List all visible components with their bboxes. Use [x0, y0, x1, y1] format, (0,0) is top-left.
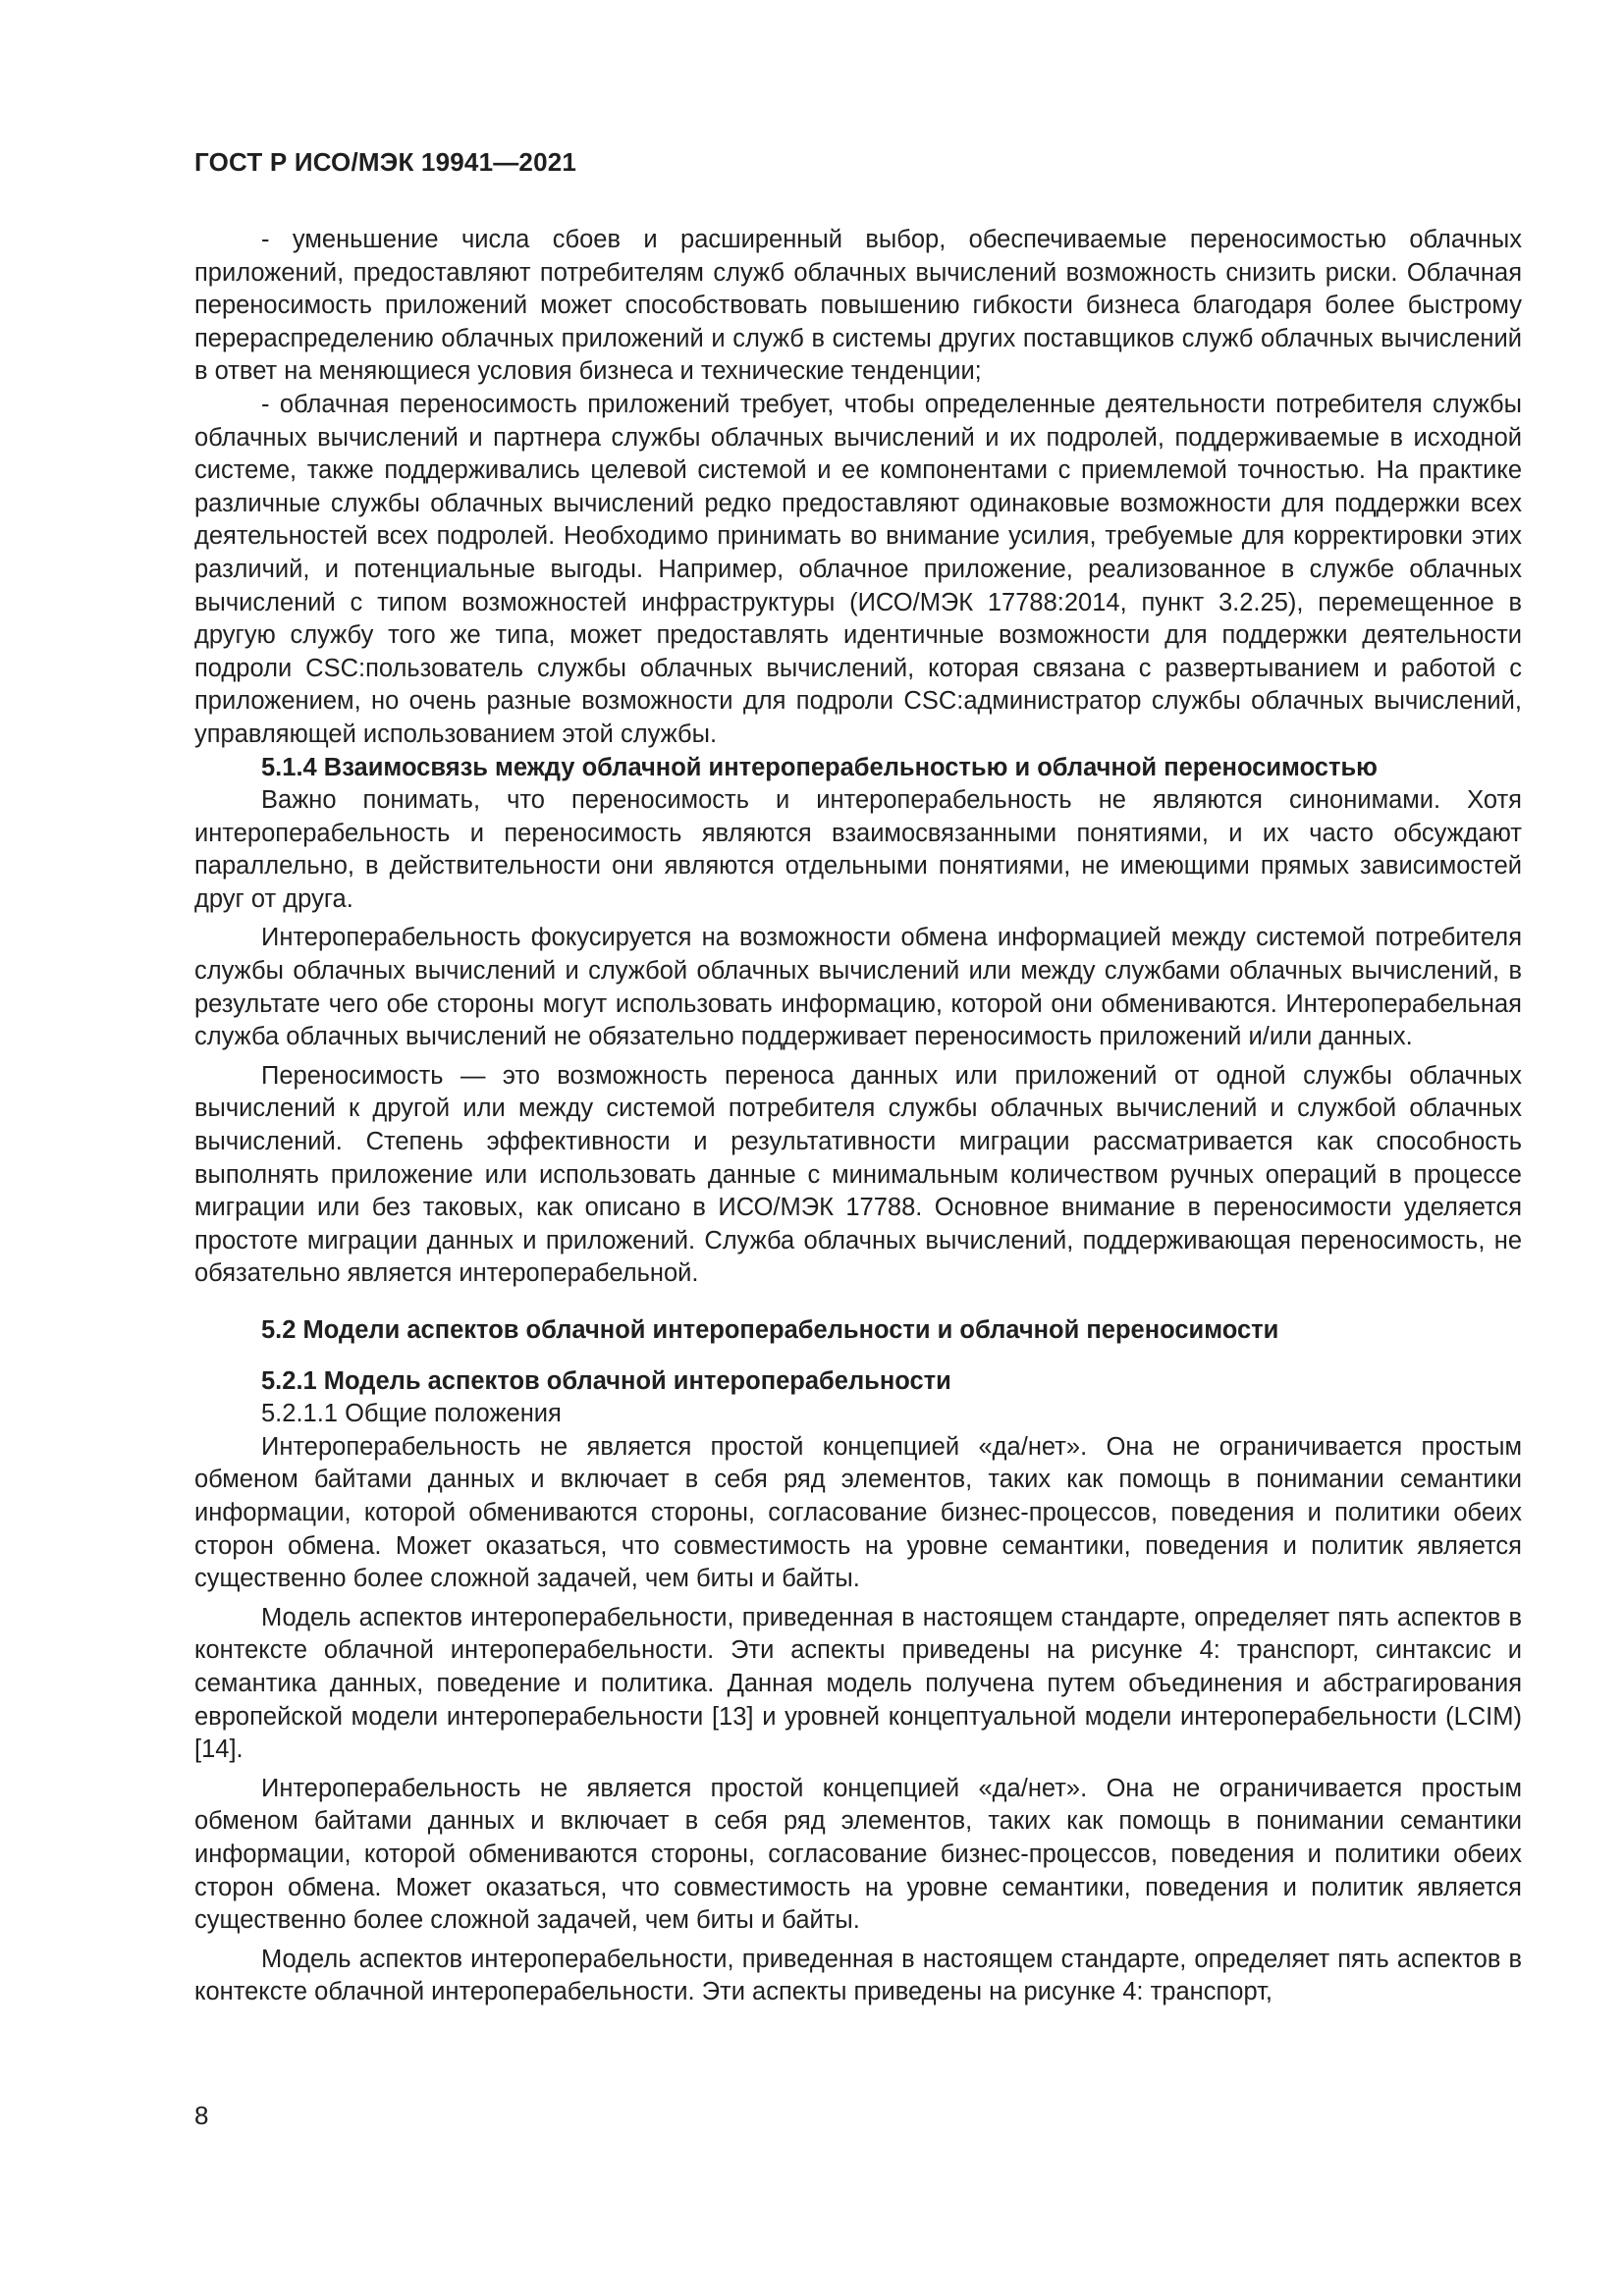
body-paragraph: Интероперабельность не является простой концепцией «да/нет». Она не ограничивается простым обменом байтами данных и включает в себя ряд элементов, таких как помощь в понимании семантики информации, которой обмениваются стороны, согласование бизнес-процессов, поведения и политики обеих сторон обмена. Может оказаться, что совместимость на уровне семантики, поведения и политик является существенно более сложной задачей, чем биты и байты. — [194, 1774, 1522, 1935]
subsection-heading-5-2-1-1: 5.2.1.1 Общие положения — [261, 1400, 562, 1428]
document-body — [194, 224, 1522, 2009]
document-header: ГОСТ Р ИСО/МЭК 19941—2021 — [194, 147, 577, 177]
section-heading-5-1-4: 5.1.4 Взаимосвязь между облачной интероперабельностью и облачной переносимостью — [261, 753, 1378, 781]
section-heading-5-2: 5.2 Модели аспектов облачной интероперабельности и облачной переносимости — [261, 1316, 1279, 1344]
page-number: 8 — [194, 2101, 209, 2130]
body-paragraph: Важно понимать, что переносимость и интероперабельность не являются синонимами. Хотя интероперабельность и переносимость являются взаимосвязанными понятиями, и их часто обсуждают параллельно, в действительности они являются отдельными понятиями, не имеющими прямых зависимостей друг от друга. — [194, 786, 1522, 913]
list-item-paragraph: - облачная переносимость приложений требует, чтобы определенные деятельности потребителя службы облачных вычислений и партнера службы облачных вычислений и их подролей, поддерживаемые в исходной системе, также поддерживались целевой системой и ее компонентами с приемлемой точностью. На практике различные службы облачных вычислений редко предоставляют одинаковые возможности для поддержки всех деятельностей всех подролей. Необходимо принимать во внимание усилия, требуемые для корректировки этих различий, и потенциальные выгоды. Например, облачное приложение, реализованное в службе облачных вычислений с типом возможностей инфраструктуры (ИСО/МЭК 17788:2014, пункт 3.2.25), перемещенное в другую службу того же типа, может предоставлять идентичные возможности для поддержки деятельности подроли CSC:пользователь службы облачных вычислений, которая связана с развертыванием и работой с приложением, но очень разные возможности для подроли CSC:администратор службы облачных вычислений, управляющей использованием этой службы. — [194, 390, 1522, 748]
body-paragraph: Интероперабельность не является простой концепцией «да/нет». Она не ограничивается простым обменом байтами данных и включает в себя ряд элементов, таких как помощь в понимании семантики информации, которой обмениваются стороны, согласование бизнес-процессов, поведения и политики обеих сторон обмена. Может оказаться, что совместимость на уровне семантики, поведения и политик является существенно более сложной задачей, чем биты и байты. — [194, 1432, 1522, 1593]
section-heading-5-2-1: 5.2.1 Модель аспектов облачной интероперабельности — [261, 1366, 951, 1395]
body-paragraph: Переносимость — это возможность переноса данных или приложений от одной службы облачных вычислений к другой или между системой потребителя службы облачных вычислений и службой облачных вычислений. Степень эффективности и результативности миграции рассматривается как способность выполнять приложение или использовать данные с минимальным количеством ручных операций в процессе миграции или без таковых, как описано в ИСО/МЭК 17788. Основное внимание в переносимости уделяется простоте миграции данных и приложений. Служба облачных вычислений, поддерживающая переносимость, не обязательно является интероперабельной. — [194, 1061, 1522, 1288]
body-paragraph: Модель аспектов интероперабельности, приведенная в настоящем стандарте, определяет пять аспектов в контексте облачной интероперабельности. Эти аспекты приведены на рисунке 4: транспорт, — [194, 1945, 1522, 2006]
body-paragraph: Интероперабельность фокусируется на возможности обмена информацией между системой потребителя службы облачных вычислений и службой облачных вычислений или между службами облачных вычислений, в результате чего обе стороны могут использовать информацию, которой они обмениваются. Интероперабельная служба облачных вычислений не обязательно поддерживает переносимость приложений и/или данных. — [194, 924, 1522, 1051]
body-paragraph: Модель аспектов интероперабельности, приведенная в настоящем стандарте, определяет пять аспектов в контексте облачной интероперабельности. Эти аспекты приведены на рисунке 4: транспорт, синтаксис и семантика данных, поведение и политика. Данная модель получена путем объединения и абстрагирования европейской модели интероперабельности [13] и уровней концептуальной модели интероперабельности (LCIM) [14]. — [194, 1603, 1522, 1764]
list-item-paragraph: - уменьшение числа сбоев и расширенный выбор, обеспечиваемые переносимостью облачных приложений, предоставляют потребителям служб облачных вычислений возможность снизить риски. Облачная переносимость приложений может способствовать повышению гибкости бизнеса благодаря более быстрому перераспределению облачных приложений и служб в системы других поставщиков служб облачных вычислений в ответ на меняющиеся условия бизнеса и технические тенденции; — [194, 226, 1522, 386]
